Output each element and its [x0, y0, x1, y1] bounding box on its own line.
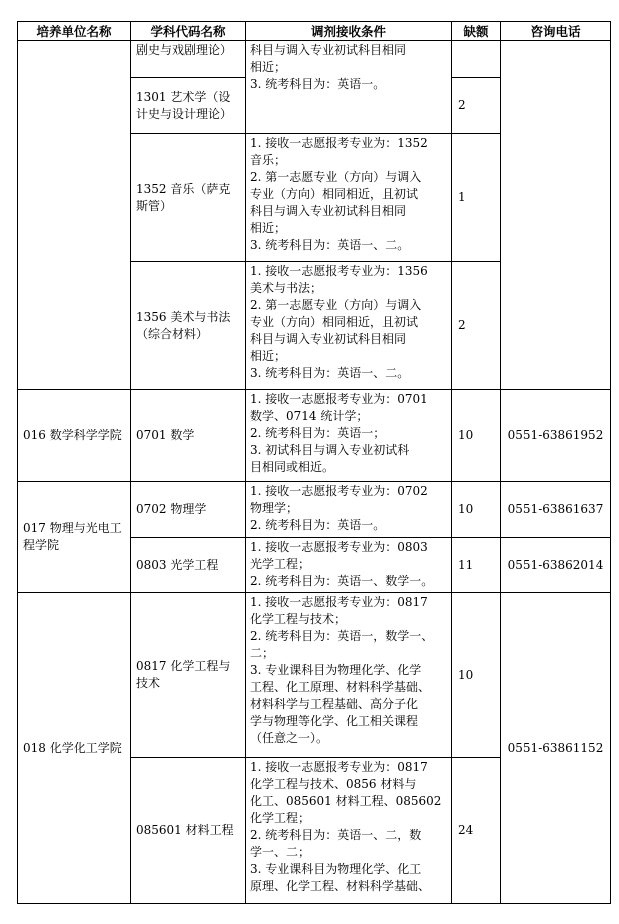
phone-cell: 0551-63862014 [501, 538, 611, 593]
conditions-cell [246, 390, 452, 482]
condition-line: 2. 第一志愿专业（方向）与调入 [250, 170, 422, 184]
quota-cell: 1 [452, 134, 501, 262]
condition-line: 原理、化学工程、材料科学基础、 [250, 879, 431, 893]
quota-cell [452, 41, 501, 78]
condition-line: 1. 接收一志愿报考专业为：0817 [250, 760, 428, 774]
quota-cell: 11 [452, 538, 501, 593]
condition-line: 2. 统考科目为：英语一； [250, 426, 386, 440]
transfer-admission-table [17, 21, 611, 904]
condition-line: 二； [250, 646, 275, 660]
condition-line: 3. 统考科目为：英语一、二。 [250, 238, 410, 252]
condition-line: 相近； [250, 60, 287, 74]
quota-cell: 10 [452, 482, 501, 538]
condition-line: 化学工程与技术、0856 材料与 [250, 777, 417, 791]
condition-line: 2. 统考科目为：英语一。 [250, 518, 386, 532]
code-name-cell: 剧史与戏剧理论） [131, 41, 246, 78]
condition-line: 3. 初试科目与调入专业初试科 [250, 443, 410, 457]
condition-line: 数学、0714 统计学； [250, 409, 369, 423]
quota-cell: 24 [452, 758, 501, 904]
condition-line: 专业（方向）相同相近，且初试 [250, 315, 419, 329]
unit-cell: 018 化学化工学院 [18, 593, 131, 904]
header-code-name: 学科代码名称 [131, 22, 246, 41]
condition-line: 学一、二； [250, 845, 311, 859]
code-name-cell: 0701 数学 [131, 390, 246, 482]
table-row [18, 41, 611, 78]
condition-line: 工程、化工原理、材料科学基础、 [250, 680, 431, 694]
header-phone: 咨询电话 [501, 22, 611, 41]
phone-cell: 0551-63861952 [501, 390, 611, 482]
conditions-cell [246, 538, 452, 593]
phone-cell-empty [501, 41, 611, 390]
code-name-cell: 0702 物理学 [131, 482, 246, 538]
header-unit: 培养单位名称 [18, 22, 131, 41]
condition-line: 音乐； [250, 153, 287, 167]
condition-line: 3. 专业课科目为物理化学、化工 [250, 862, 422, 876]
condition-line: 3. 统考科目为：英语一。 [250, 77, 386, 91]
header-quota: 缺额 [452, 22, 501, 41]
condition-line: 1. 接收一志愿报考专业为：1356 [250, 264, 428, 278]
condition-line: 1. 接收一志愿报考专业为：0803 [250, 540, 428, 554]
condition-line: 物理学； [250, 501, 299, 515]
condition-line: 相近； [250, 349, 287, 363]
condition-line: 化工、085601 材料工程、085602 [250, 794, 442, 808]
table-row [18, 482, 611, 538]
phone-cell: 0551-63861637 [501, 482, 611, 538]
condition-line: 相近； [250, 221, 287, 235]
conditions-cell [246, 41, 452, 134]
conditions-cell [246, 482, 452, 538]
unit-cell-empty [18, 41, 131, 390]
quota-cell: 2 [452, 262, 501, 390]
condition-line: 材料科学与工程基础、高分子化 [250, 697, 419, 711]
unit-cell: 017 物理与光电工程学院 [18, 482, 131, 593]
code-name-cell: 1356 美术与书法（综合材料） [131, 262, 246, 390]
condition-line: 化学工程与技术； [250, 612, 347, 626]
condition-line: 目相同或相近。 [250, 460, 335, 474]
condition-line: （任意之一）。 [250, 731, 329, 745]
code-name-cell: 0803 光学工程 [131, 538, 246, 593]
quota-cell: 2 [452, 78, 501, 134]
table-row [18, 593, 611, 758]
condition-line: 科目与调入专业初试科目相同 [250, 204, 407, 218]
condition-line: 2. 统考科目为：英语一、数学一。 [250, 574, 434, 588]
header-row [18, 22, 611, 41]
conditions-cell [246, 593, 452, 758]
code-name-cell: 085601 材料工程 [131, 758, 246, 904]
condition-line: 2. 第一志愿专业（方向）与调入 [250, 298, 422, 312]
condition-line: 2. 统考科目为：英语一，数学一、 [250, 629, 434, 643]
condition-line: 科目与调入专业初试科目相同 [250, 43, 407, 57]
table-row [18, 390, 611, 482]
condition-line: 美术与书法； [250, 281, 323, 295]
condition-line: 1. 接收一志愿报考专业为：0702 [250, 484, 428, 498]
code-name-cell: 1352 音乐（萨克斯管） [131, 134, 246, 262]
conditions-cell [246, 134, 452, 262]
code-name-cell: 0817 化学工程与技术 [131, 593, 246, 758]
condition-line: 专业（方向）相同相近，且初试 [250, 187, 419, 201]
conditions-cell [246, 262, 452, 390]
conditions-cell [246, 758, 452, 904]
code-name-cell: 1301 艺术学（设计史与设计理论） [131, 78, 246, 134]
condition-line: 1. 接收一志愿报考专业为：0817 [250, 595, 428, 609]
condition-line: 3. 专业课科目为物理化学、化学 [250, 663, 422, 677]
header-conditions: 调剂接收条件 [246, 22, 452, 41]
quota-cell: 10 [452, 593, 501, 758]
condition-line: 2. 统考科目为：英语一、二，数 [250, 828, 422, 842]
condition-line: 学与物理等化学、化工相关课程 [250, 714, 419, 728]
condition-line: 光学工程； [250, 557, 311, 571]
condition-line: 1. 接收一志愿报考专业为：0701 [250, 392, 428, 406]
condition-line: 1. 接收一志愿报考专业为：1352 [250, 136, 428, 150]
unit-cell: 016 数学科学学院 [18, 390, 131, 482]
condition-line: 科目与调入专业初试科目相同 [250, 332, 407, 346]
condition-line: 化学工程； [250, 811, 311, 825]
quota-cell: 10 [452, 390, 501, 482]
phone-cell: 0551-63861152 [501, 593, 611, 904]
condition-line: 3. 统考科目为：英语一、二。 [250, 366, 410, 380]
